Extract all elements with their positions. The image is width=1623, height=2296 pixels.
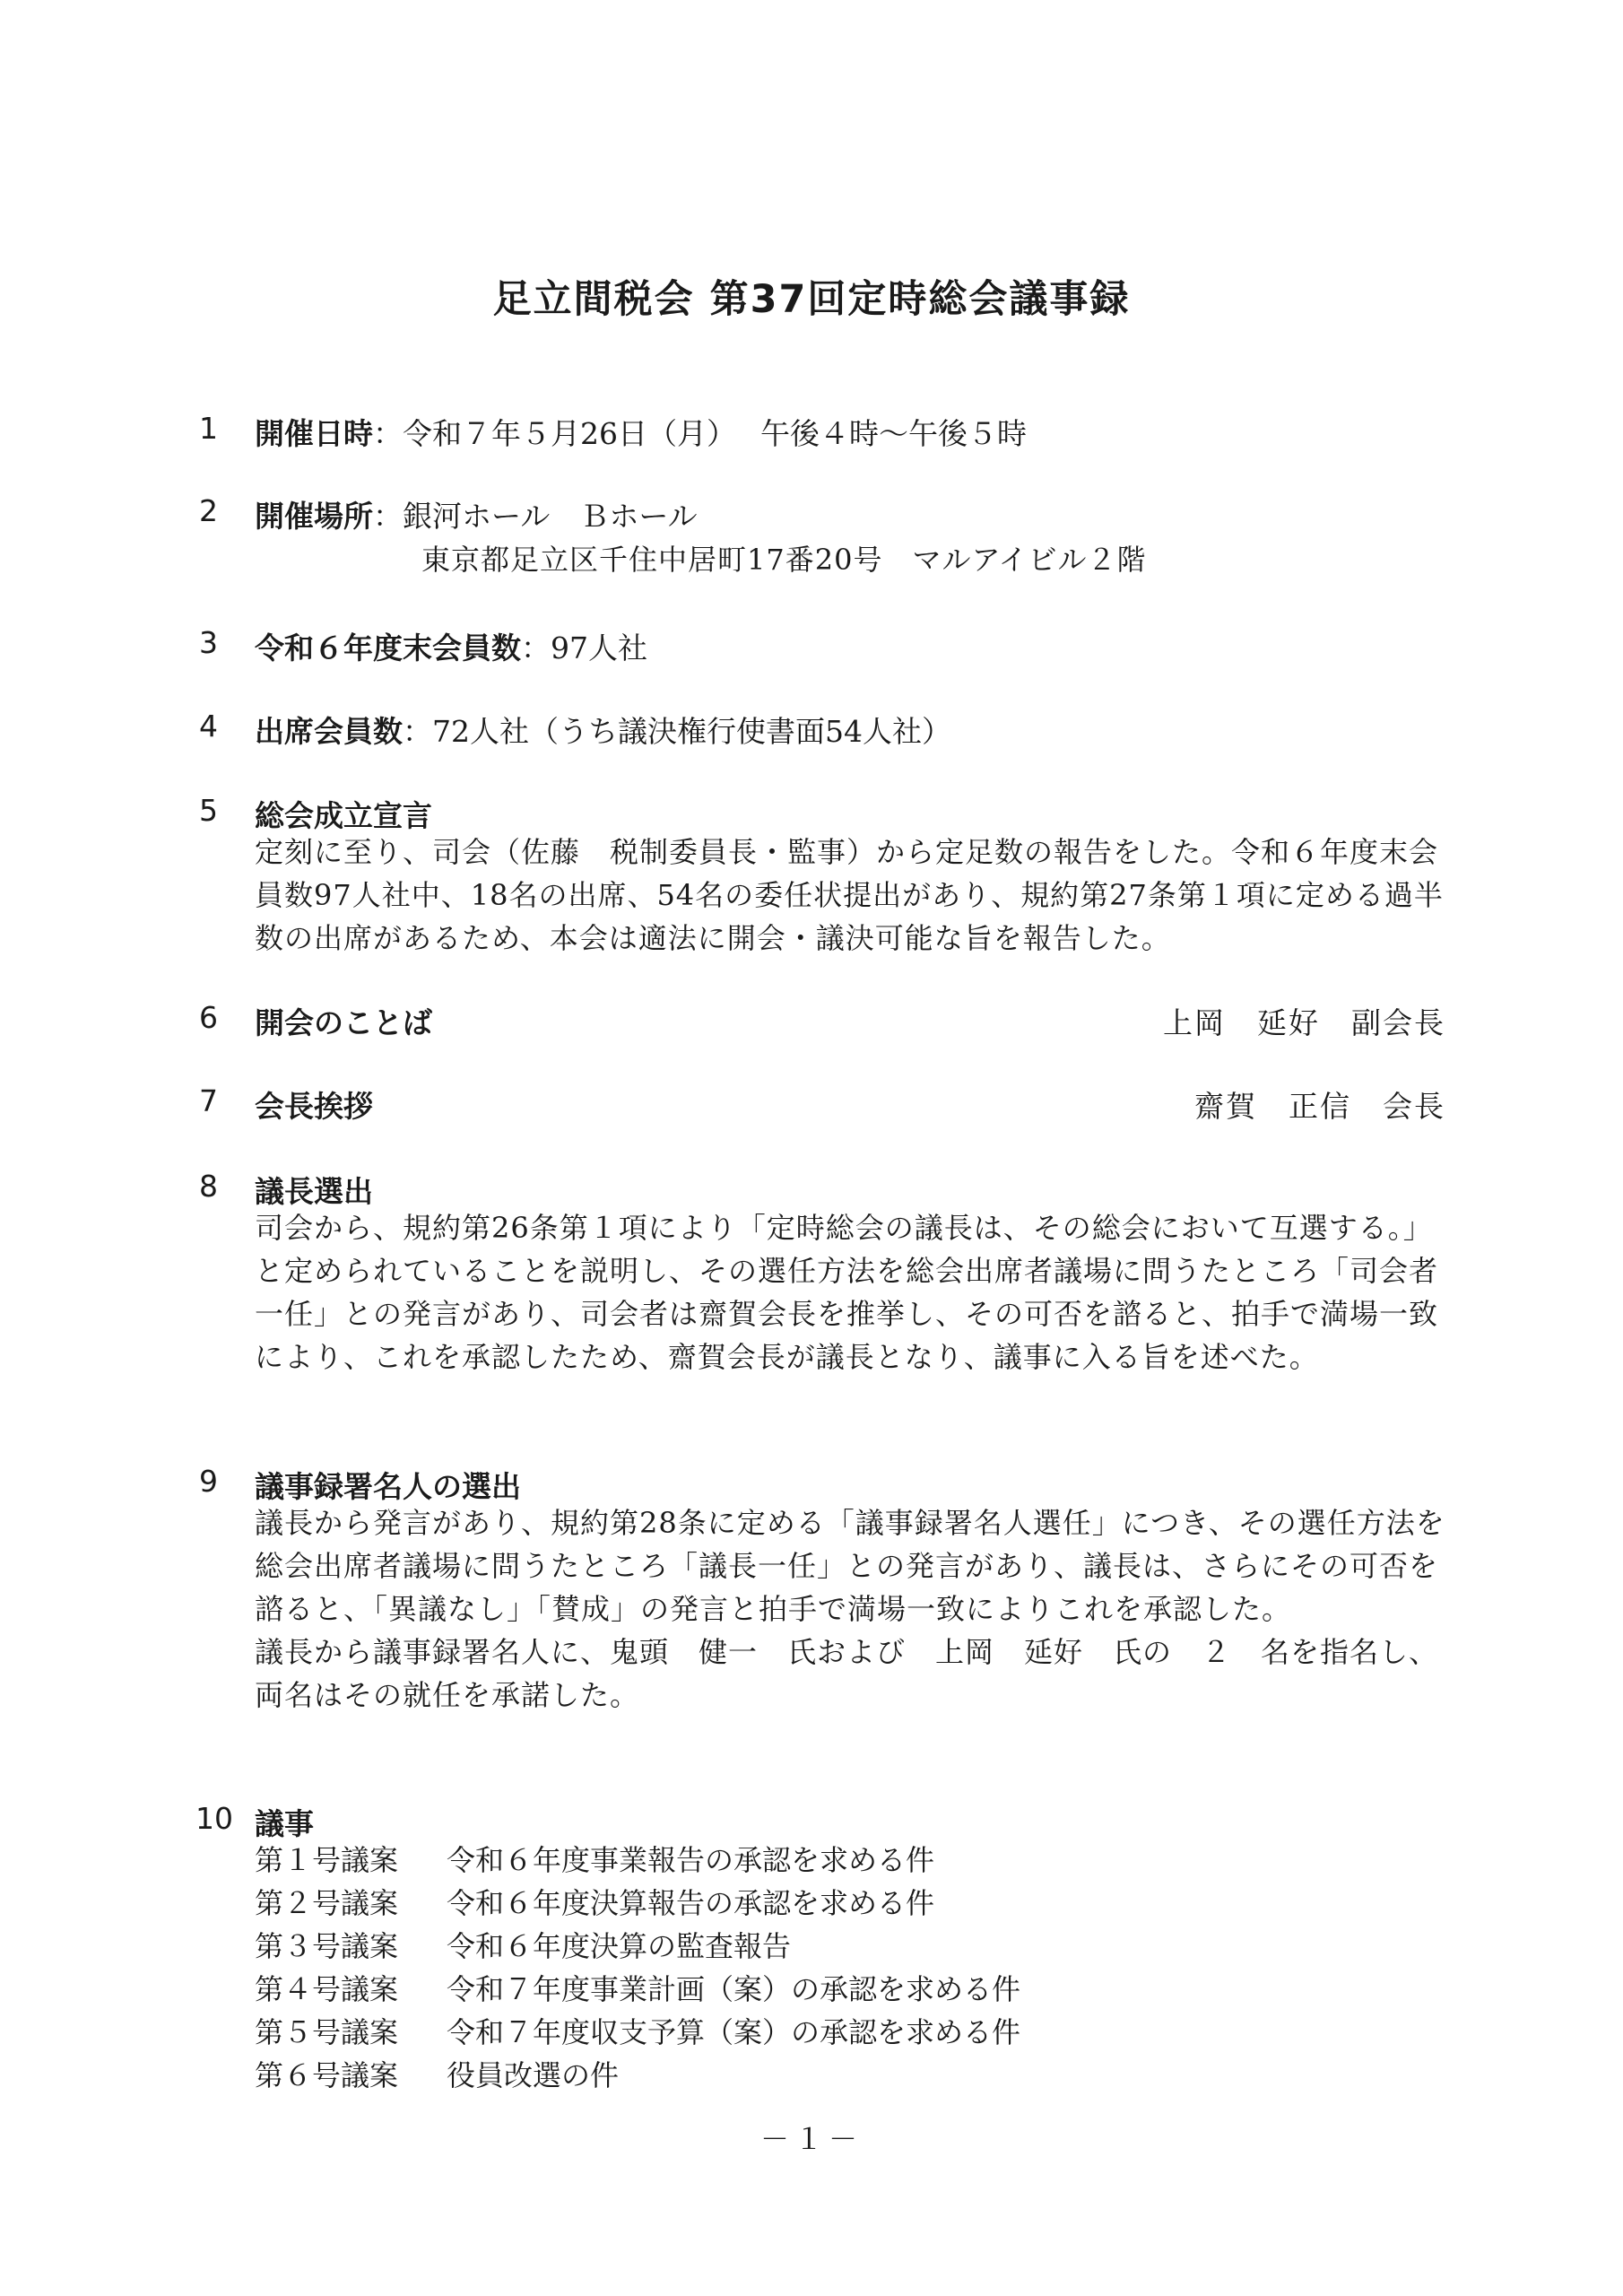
- section-heading: 会長挨拶: [255, 1089, 373, 1124]
- section-heading: 総会成立宣言: [255, 798, 432, 833]
- motion-list: [255, 1839, 1020, 2097]
- motion-number: 第３号議案: [255, 1929, 399, 1963]
- section-number: 5: [199, 793, 218, 828]
- section-heading: 議長選出: [255, 1174, 373, 1209]
- motion-number: 第２号議案: [255, 1886, 399, 1920]
- section-text: 定刻に至り、司会（佐藤 税制委員長・監事）から定足数の報告をした。令和６年度末会員数97人社中、18名の出席、54名の委任状提出があり、規約第27条第１項に定める過半数の出席があるため、本会は適法に開会・議決可能な旨を報告した。: [255, 835, 1444, 955]
- speaker-name: 齋賀 正信 会長: [1194, 1089, 1445, 1124]
- motion-item: [255, 1882, 1020, 1925]
- document-title: 足立間税会 第37回定時総会議事録: [492, 277, 1131, 322]
- venue-value: ：銀河ホール Ｂホール: [373, 499, 698, 534]
- section-number: 4: [199, 709, 218, 744]
- motion-title: 令和６年度決算の監査報告: [447, 1929, 792, 1963]
- section-number: 2: [199, 493, 218, 528]
- date-value: ：令和７年５月26日（月） 午後４時～午後５時: [373, 416, 1027, 451]
- section-heading: 議事: [255, 1806, 314, 1841]
- speaker-name: 上岡 延好 副会長: [1163, 1005, 1445, 1040]
- motion-title: 令和６年度事業報告の承認を求める件: [447, 1843, 935, 1877]
- section-number: 1: [199, 411, 218, 446]
- motion-item: [255, 2054, 1020, 2097]
- section-heading: 開会のことば: [255, 1005, 432, 1040]
- motion-number: 第４号議案: [255, 1972, 399, 2006]
- page-number: －１－: [759, 2122, 863, 2156]
- motion-item: [255, 2011, 1020, 2054]
- section-heading: 開催場所：銀河ホール Ｂホール: [255, 499, 698, 534]
- motion-title: 役員改選の件: [447, 2058, 620, 2092]
- motion-item: [255, 1839, 1020, 1882]
- section-number: 6: [199, 1000, 218, 1035]
- motion-item: [255, 1925, 1020, 1968]
- section-number: 3: [199, 625, 218, 660]
- paragraph: 議長から議事録署名人に、鬼頭 健一 氏および 上岡 延好 氏の ２ 名を指名し、両名はその就任を承諾した。: [255, 1635, 1439, 1712]
- motion-title: 令和６年度決算報告の承認を求める件: [447, 1886, 935, 1920]
- venue-address: 東京都足立区千住中居町17番20号 マルアイビル２階: [421, 543, 1147, 577]
- member-count-value: ：97人社: [521, 631, 647, 665]
- section-number: 8: [199, 1169, 218, 1204]
- motion-title: 令和７年度事業計画（案）の承認を求める件: [447, 1972, 1021, 2006]
- motion-title: 令和７年度収支予算（案）の承認を求める件: [447, 2015, 1021, 2049]
- section-number: 7: [199, 1083, 218, 1118]
- paragraph: 議長から発言があり、規約第28条に定める「議事録署名人選任」につき、その選任方法を総会出席者議場に問うたところ「議長一任」との発言があり、議長は、さらにその可否を諮ると、「異議なし」「賛成」の発言と拍手で満場一致によりこれを承認した。: [255, 1506, 1445, 1626]
- motion-number: 第５号議案: [255, 2015, 399, 2049]
- motion-number: 第１号議案: [255, 1843, 399, 1877]
- section-heading: 出席会員数：72人社（うち議決権行使書面54人社）: [255, 714, 951, 749]
- section-number: 10: [195, 1801, 233, 1836]
- section-heading: 令和６年度末会員数：97人社: [255, 631, 647, 665]
- attendance-value: ：72人社（うち議決権行使書面54人社）: [403, 714, 951, 749]
- section-text: 司会から、規約第26条第１項により「定時総会の議長は、その総会において互選する。」と定められていることを説明し、その選任方法を総会出席者議場に問うたところ「司会者一任」との発言があり、司会者は齋賀会長を推挙し、その可否を諮ると、拍手で満場一致により、これを承認したため、齋賀会長が議長となり、議事に入る旨を述べた。: [255, 1211, 1439, 1374]
- section-number: 9: [199, 1464, 218, 1499]
- section-heading: 開催日時：令和７年５月26日（月） 午後４時～午後５時: [255, 416, 1027, 451]
- motion-number: 第６号議案: [255, 2058, 399, 2092]
- motion-item: [255, 1968, 1020, 2011]
- section-heading: 議事録署名人の選出: [255, 1469, 521, 1504]
- section-text: [255, 1501, 1445, 1717]
